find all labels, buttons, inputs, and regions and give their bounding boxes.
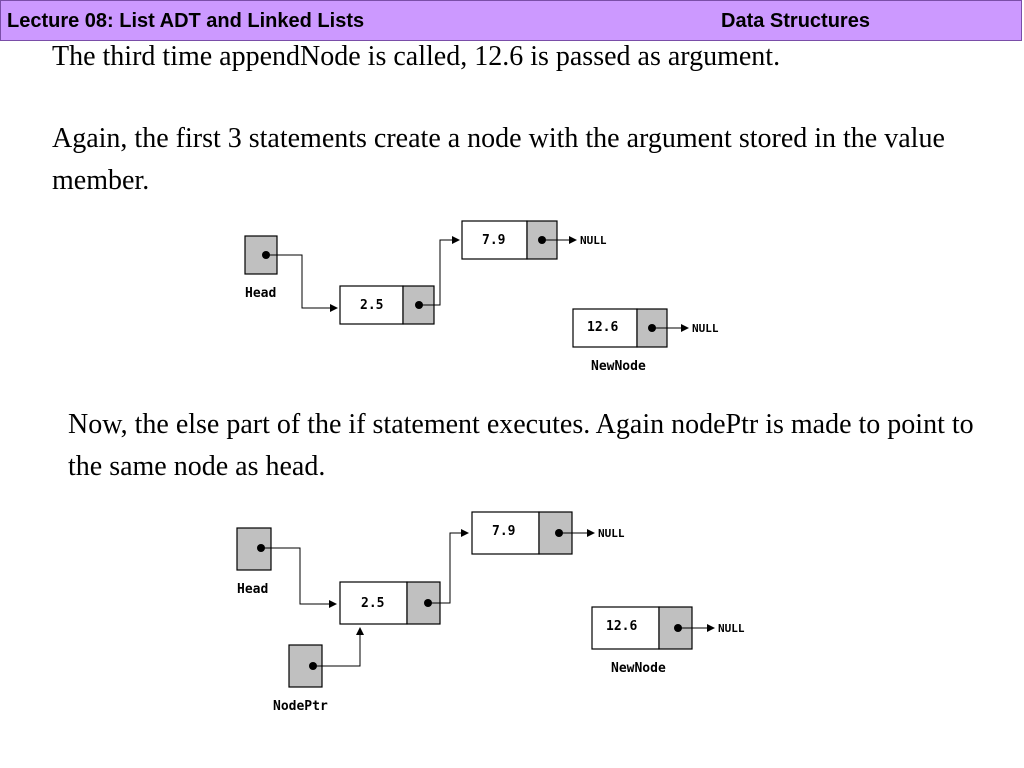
head-pointer-box	[237, 528, 271, 570]
node-1-value: 2.5	[361, 596, 385, 611]
paragraph-2: Again, the first 3 statements create a node with the argument stored in the value member.	[52, 123, 945, 196]
paragraph-3: Now, the else part of the if statement executes. Again nodePtr is made to point to the same node as head.	[68, 409, 974, 482]
newnode-value: 12.6	[587, 320, 619, 335]
newnode-label: NewNode	[591, 359, 646, 374]
paragraph-1: The third time appendNode is called, 12.6 is passed as argument.	[52, 41, 781, 72]
newnode-value: 12.6	[606, 619, 638, 634]
node-2-null: NULL	[598, 527, 625, 540]
newnode-null: NULL	[718, 622, 745, 635]
newnode-label: NewNode	[611, 661, 666, 676]
node-2-null: NULL	[580, 234, 607, 247]
diagram-1	[245, 221, 719, 374]
newnode-null: NULL	[692, 322, 719, 335]
node-2-value: 7.9	[482, 233, 506, 248]
head-arrow	[261, 548, 336, 604]
node-1-value: 2.5	[360, 298, 384, 313]
course-title: Data Structures	[721, 10, 870, 32]
head-label: Head	[237, 582, 269, 597]
head-label: Head	[245, 286, 277, 301]
node-2-value: 7.9	[492, 524, 516, 539]
lecture-title: Lecture 08: List ADT and Linked Lists	[7, 10, 365, 32]
nodeptr-label: NodePtr	[273, 699, 328, 714]
diagram-2	[237, 512, 745, 714]
